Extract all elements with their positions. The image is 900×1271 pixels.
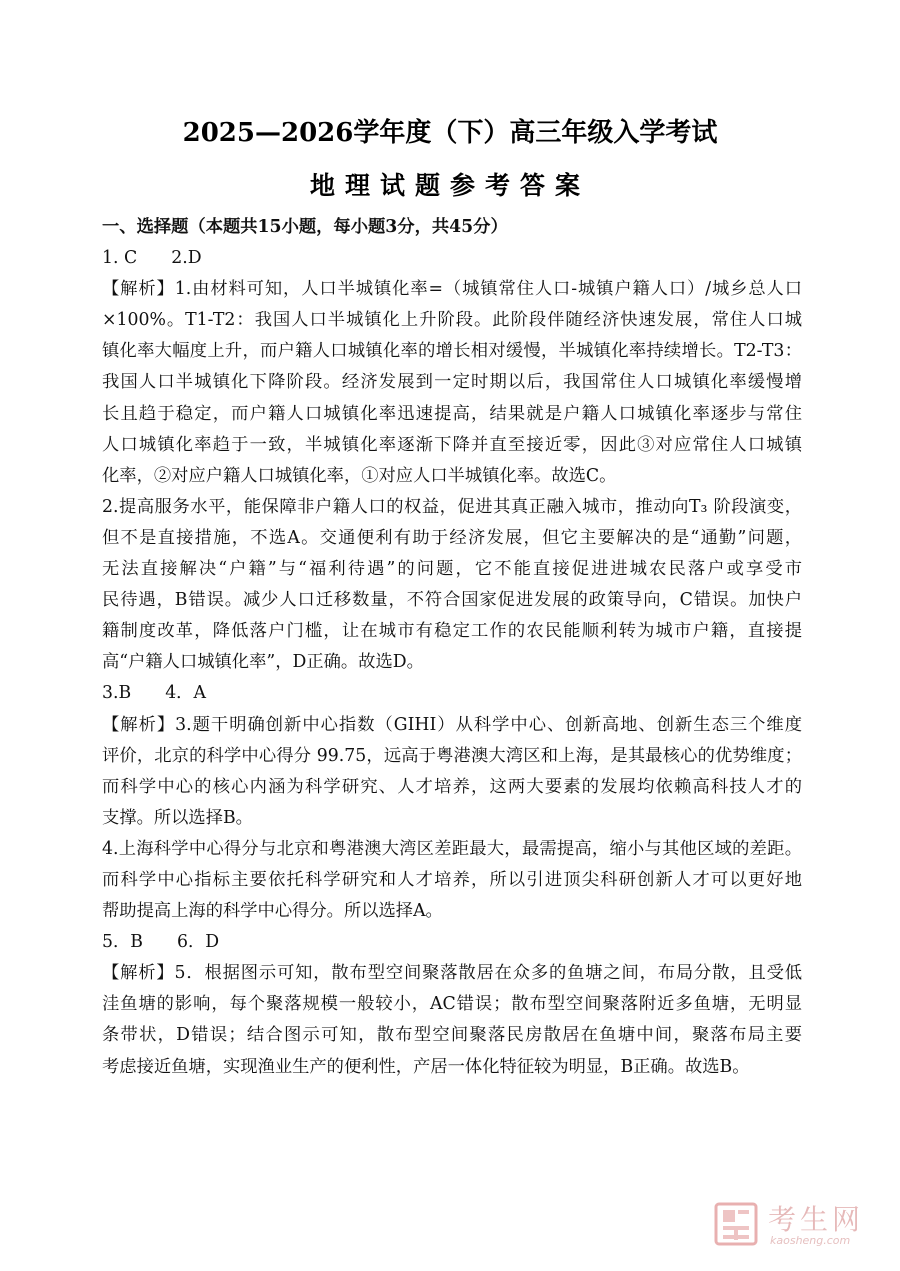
analysis-line: 4.上海科学中心得分与北京和粤港澳大湾区差距最大，最需提高，缩小与其他区域的差距。 [102, 838, 802, 859]
analysis-q5 [102, 958, 802, 1082]
analysis-q4 [102, 834, 802, 927]
document-subtitle: 地理试题参考答案 [309, 171, 590, 200]
watermark-url: kaosheng.com [770, 1234, 851, 1247]
analysis-q1 [102, 274, 802, 492]
analysis-line: 化率，②对应户籍人口城镇化率，①对应人口半城镇化率。故选C。 [102, 465, 617, 486]
analysis-q3 [102, 710, 802, 834]
analysis-line: 考虑接近鱼塘，实现渔业生产的便利性，产居一体化特征较为明显，B正确。故选B。 [102, 1056, 750, 1077]
answer-6: 6．D [176, 932, 220, 953]
analysis-line: 帮助提高上海的科学中心得分。所以选择A。 [102, 901, 443, 922]
analysis-line: 但不是直接措施，不选A。交通便利有助于经济发展，但它主要解决的是“通勤”问题， [102, 527, 802, 548]
analysis-line: 人口城镇化率趋于一致，半城镇化率逐渐下降并直至接近零，因此③对应常住人口城镇 [102, 434, 802, 455]
analysis-line: ×100%。T1-T2：我国人口半城镇化上升阶段。此阶段伴随经济快速发展，常住人口城 [102, 310, 802, 331]
analysis-line: 民待遇，B错误。减少人口迁移数量，不符合国家促进发展的政策导向，C错误。加快户 [102, 590, 802, 611]
analysis-line: 条带状，D错误；结合图示可知，散布型空间聚落民房散居在鱼塘中间，聚落布局主要 [102, 1025, 802, 1046]
watermark [714, 1198, 874, 1254]
answer-5: 5．B [102, 932, 143, 953]
answer-line-1-2 [102, 243, 802, 274]
analysis-line: 而科学中心指标主要依托科学研究和人才培养，所以引进顶尖科研创新人才可以更好地 [102, 869, 802, 890]
analysis-q2 [102, 492, 802, 679]
answer-body [102, 212, 802, 1083]
analysis-line: 无法直接解决“户籍”与“福利待遇”的问题，它不能直接促进进城农民落户或享受市 [102, 559, 802, 580]
analysis-line: 2.提高服务水平，能保障非户籍人口的权益，促进其真正融入城市，推动向T₃ 阶段演变， [102, 496, 802, 517]
document-title: 2025—2026学年度（下）高三年级入学考试 [182, 118, 718, 148]
analysis-line: 评价，北京的科学中心得分 99.75，远高于粤港澳大湾区和上海，是其最核心的优势维度； [102, 745, 802, 766]
answer-line-3-4 [102, 678, 802, 709]
analysis-line: 【解析】5．根据图示可知，散布型空间聚落散居在众多的鱼塘之间，布局分散，且受低 [102, 963, 802, 984]
analysis-line: 镇化率大幅度上升，而户籍人口城镇化率的增长相对缓慢，半城镇化率持续增长。T2-T3： [102, 341, 802, 362]
analysis-line: 【解析】3.题干明确创新中心指数（GIHI）从科学中心、创新高地、创新生态三个维度 [102, 714, 802, 735]
analysis-line: 我国人口半城镇化下降阶段。经济发展到一定时期以后，我国常住人口城镇化率缓慢增 [102, 372, 802, 393]
analysis-line: 洼鱼塘的影响，每个聚落规模一般较小，AC错误；散布型空间聚落附近多鱼塘，无明显 [102, 994, 802, 1015]
answer-line-5-6 [102, 927, 802, 958]
analysis-line: 长且趋于稳定，而户籍人口城镇化率迅速提高，结果就是户籍人口城镇化率逐步与常住 [102, 403, 802, 424]
analysis-line: 籍制度改革，降低落户门槛，让在城市有稳定工作的农民能顺利转为城市户籍，直接提 [102, 621, 802, 642]
watermark-name: 考生网 [768, 1203, 865, 1236]
analysis-line: 高“户籍人口城镇化率”，D正确。故选D。 [102, 652, 424, 673]
answer-4: 4．A [165, 683, 206, 704]
analysis-line: 支撑。所以选择B。 [102, 807, 253, 828]
analysis-line: 【解析】1.由材料可知，人口半城镇化率=（城镇常住人口-城镇户籍人口）/城乡总人口 [102, 279, 802, 300]
answer-2: 2.D [171, 248, 202, 269]
section-heading: 一、选择题（本题共15小题，每小题3分，共45分） [102, 217, 508, 237]
analysis-line: 而科学中心的核心内涵为科学研究、人才培养，这两大要素的发展均依赖高科技人才的 [102, 776, 802, 797]
kaosheng-logo-icon [714, 1202, 758, 1246]
answer-3: 3.B [102, 683, 132, 704]
answer-1: 1. C [102, 248, 138, 269]
